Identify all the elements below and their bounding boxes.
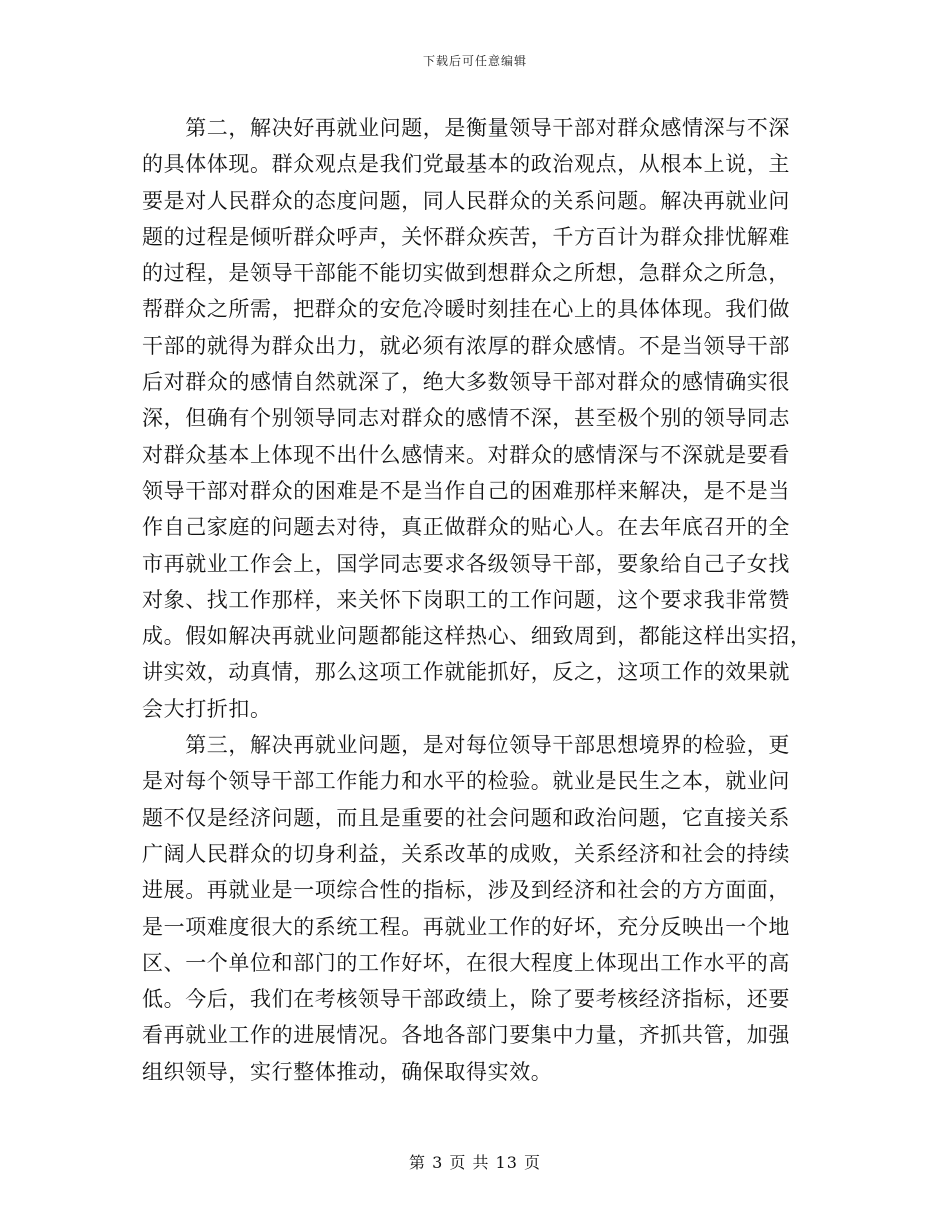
text-line: 是对每个领导干部工作能力和水平的检验。就业是民生之本，就业问 xyxy=(142,769,790,794)
text-line: 的过程，是领导干部能不能切实做到想群众之所想，急群众之所急， xyxy=(142,261,790,286)
text-line: 进展。再就业是一项综合性的指标，涉及到经济和社会的方方面面， xyxy=(142,878,790,903)
text-line: 低。今后，我们在考核领导干部政绩上，除了要考核经济指标，还要 xyxy=(142,987,790,1012)
text-line: 对象、找工作那样，来关怀下岗职工的工作问题，这个要求我非常赞 xyxy=(142,587,790,612)
text-line: 成。假如解决再就业问题都能这样热心、细致周到，都能这样出实招， xyxy=(142,624,812,649)
text-line: 深，但确有个别领导同志对群众的感情不深，甚至极个别的领导同志 xyxy=(142,406,790,431)
text-line: 广阔人民群众的切身利益，关系改革的成败，关系经济和社会的持续 xyxy=(142,841,790,866)
text-line: 第二，解决好再就业问题，是衡量领导干部对群众感情深与不深 xyxy=(142,116,790,140)
header-note: 下载后可任意编辑 xyxy=(422,54,527,68)
text-line: 区、一个单位和部门的工作好坏，在很大程度上体现出工作水平的高 xyxy=(142,950,790,975)
text-line: 领导干部对群众的困难是不是当作自己的困难那样来解决，是不是当 xyxy=(142,478,790,503)
text-line: 对群众基本上体现不出什么感情来。对群众的感情深与不深就是要看 xyxy=(142,442,790,467)
text-line: 要是对人民群众的态度问题，同人民群众的关系问题。解决再就业问 xyxy=(142,188,790,213)
text-line: 题的过程是倾听群众呼声，关怀群众疾苦，千方百计为群众排忧解难 xyxy=(142,224,790,249)
text-line: 是一项难度很大的系统工程。再就业工作的好坏，充分反映出一个地 xyxy=(142,914,790,939)
paragraph-second xyxy=(142,110,814,727)
document-body xyxy=(142,110,814,1090)
text-line: 作自己家庭的问题去对待，真正做群众的贴心人。在去年底召开的全 xyxy=(142,515,790,540)
text-line: 的具体体现。群众观点是我们党最基本的政治观点，从根本上说，主 xyxy=(142,152,790,177)
page-number-footer: 第 3 页 共 13 页 xyxy=(409,1153,541,1172)
text-line: 后对群众的感情自然就深了，绝大多数领导干部对群众的感情确实很 xyxy=(142,370,790,395)
text-line: 帮群众之所需，把群众的安危冷暖时刻挂在心上的具体体现。我们做 xyxy=(142,297,790,322)
paragraph-third xyxy=(142,727,814,1090)
text-line: 题不仅是经济问题，而且是重要的社会问题和政治问题，它直接关系 xyxy=(142,805,790,830)
text-line: 干部的就得为群众出力，就必须有浓厚的群众感情。不是当领导干部 xyxy=(142,333,790,358)
text-line: 看再就业工作的进展情况。各地各部门要集中力量，齐抓共管，加强 xyxy=(142,1023,790,1048)
text-line: 第三，解决再就业问题，是对每位领导干部思想境界的检验，更 xyxy=(142,733,790,758)
text-line: 会大打折扣。 xyxy=(142,696,272,721)
text-line: 讲实效，动真情，那么这项工作就能抓好，反之，这项工作的效果就 xyxy=(142,660,790,685)
text-line: 组织领导，实行整体推动，确保取得实效。 xyxy=(142,1059,553,1084)
text-line: 市再就业工作会上，国学同志要求各级领导干部，要象给自己子女找 xyxy=(142,551,790,576)
